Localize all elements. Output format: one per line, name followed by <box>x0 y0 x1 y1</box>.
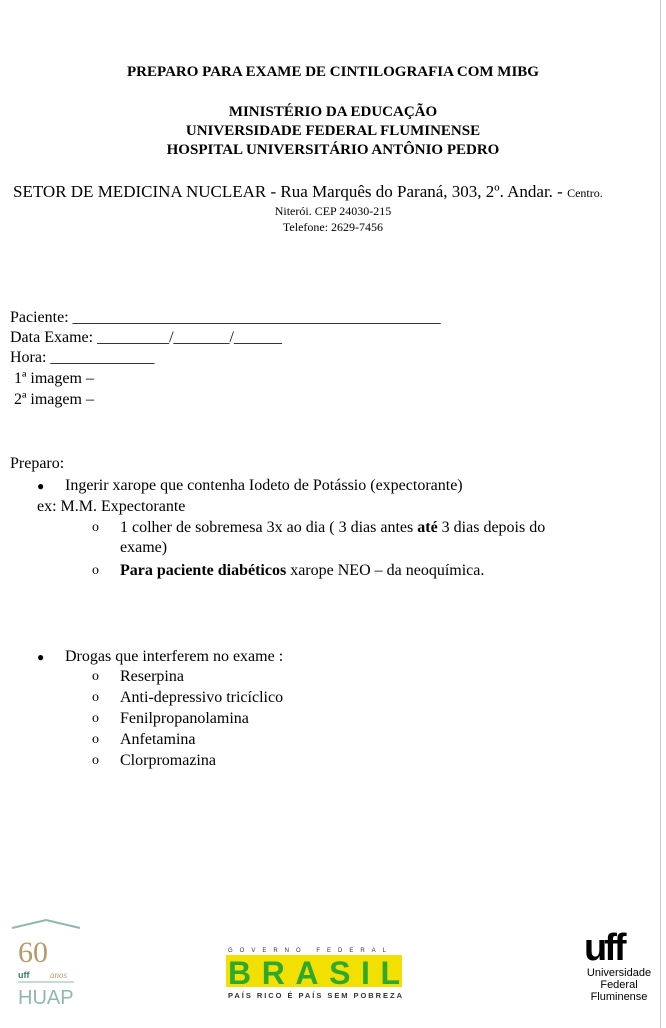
drug-item: Fenilpropanolamina <box>120 710 249 727</box>
header-sector: SETOR DE MEDICINA NUCLEAR - Rua Marquês do Paraná, 303, 2º. Andar. - Centro. <box>13 182 603 201</box>
circle-bullet-icon: o <box>92 520 99 535</box>
bullet-icon: ● <box>37 650 45 664</box>
svg-text:anos: anos <box>50 970 68 980</box>
drug-item: Anti-depressivo tricíclico <box>120 689 284 706</box>
svg-text:uff: uff <box>18 970 30 980</box>
header-hospital: HOSPITAL UNIVERSITÁRIO ANTÔNIO PEDRO <box>166 142 500 158</box>
prep-sub1: 1 colher de sobremesa 3x ao dia ( 3 dias antes até 3 dias depois do <box>120 519 546 536</box>
svg-text:GOVERNO FEDERAL: GOVERNO FEDERAL <box>228 948 394 954</box>
drug-item: Clorpromazina <box>120 752 216 769</box>
circle-bullet-icon: o <box>92 711 99 726</box>
uff-logo <box>580 926 658 1006</box>
prep-bullet1: Ingerir xarope que contenha Iodeto de Potássio (expectorante) <box>65 477 463 494</box>
prep-sub1-cont: exame) <box>120 539 168 556</box>
prep-label: Preparo: <box>10 455 65 472</box>
exam-date-field[interactable]: Data Exame: _________/_______/______ <box>10 329 282 346</box>
drug-item: Anfetamina <box>120 731 196 748</box>
svg-text:BRASIL: BRASIL <box>228 955 400 991</box>
time-field[interactable]: Hora: _____________ <box>10 349 155 366</box>
circle-bullet-icon: o <box>92 563 99 578</box>
header-ministry: MINISTÉRIO DA EDUCAÇÃO <box>228 104 438 120</box>
document-title: PREPARO PARA EXAME DE CINTILOGRAFIA COM MIBG <box>127 64 539 80</box>
header-university: UNIVERSIDADE FEDERAL FLUMINENSE <box>185 123 481 139</box>
huap-logo <box>10 918 82 1008</box>
circle-bullet-icon: o <box>92 732 99 747</box>
header-city: Niterói. CEP 24030-215 <box>274 204 392 218</box>
drugs-label: Drogas que interferem no exame : <box>65 648 284 665</box>
brasil-logo <box>224 945 404 1001</box>
svg-text:PAÍS RICO É PAÍS SEM POBREZA: PAÍS RICO É PAÍS SEM POBREZA <box>228 991 402 1000</box>
circle-bullet-icon: o <box>92 669 99 684</box>
patient-field[interactable]: Paciente: ______________________________________________ <box>10 309 441 326</box>
circle-bullet-icon: o <box>92 690 99 705</box>
circle-bullet-icon: o <box>92 753 99 768</box>
svg-text:uff: uff <box>584 927 624 969</box>
header-phone: Telefone: 2629-7456 <box>282 220 384 234</box>
svg-text:HUAP: HUAP <box>18 987 74 1008</box>
bullet-icon: ● <box>37 479 45 493</box>
prep-sub2: Para paciente diabéticos xarope NEO – da neoquímica. <box>120 562 485 579</box>
svg-text:Fluminense: Fluminense <box>590 991 648 1003</box>
svg-text:60: 60 <box>18 936 48 969</box>
image1-label: 1ª imagem – <box>14 370 94 387</box>
svg-text:Universidade: Universidade <box>586 967 652 979</box>
svg-text:Federal: Federal <box>600 979 638 991</box>
image2-label: 2ª imagem – <box>14 391 94 408</box>
drug-item: Reserpina <box>120 668 184 685</box>
prep-example: ex: M.M. Expectorante <box>37 498 186 515</box>
